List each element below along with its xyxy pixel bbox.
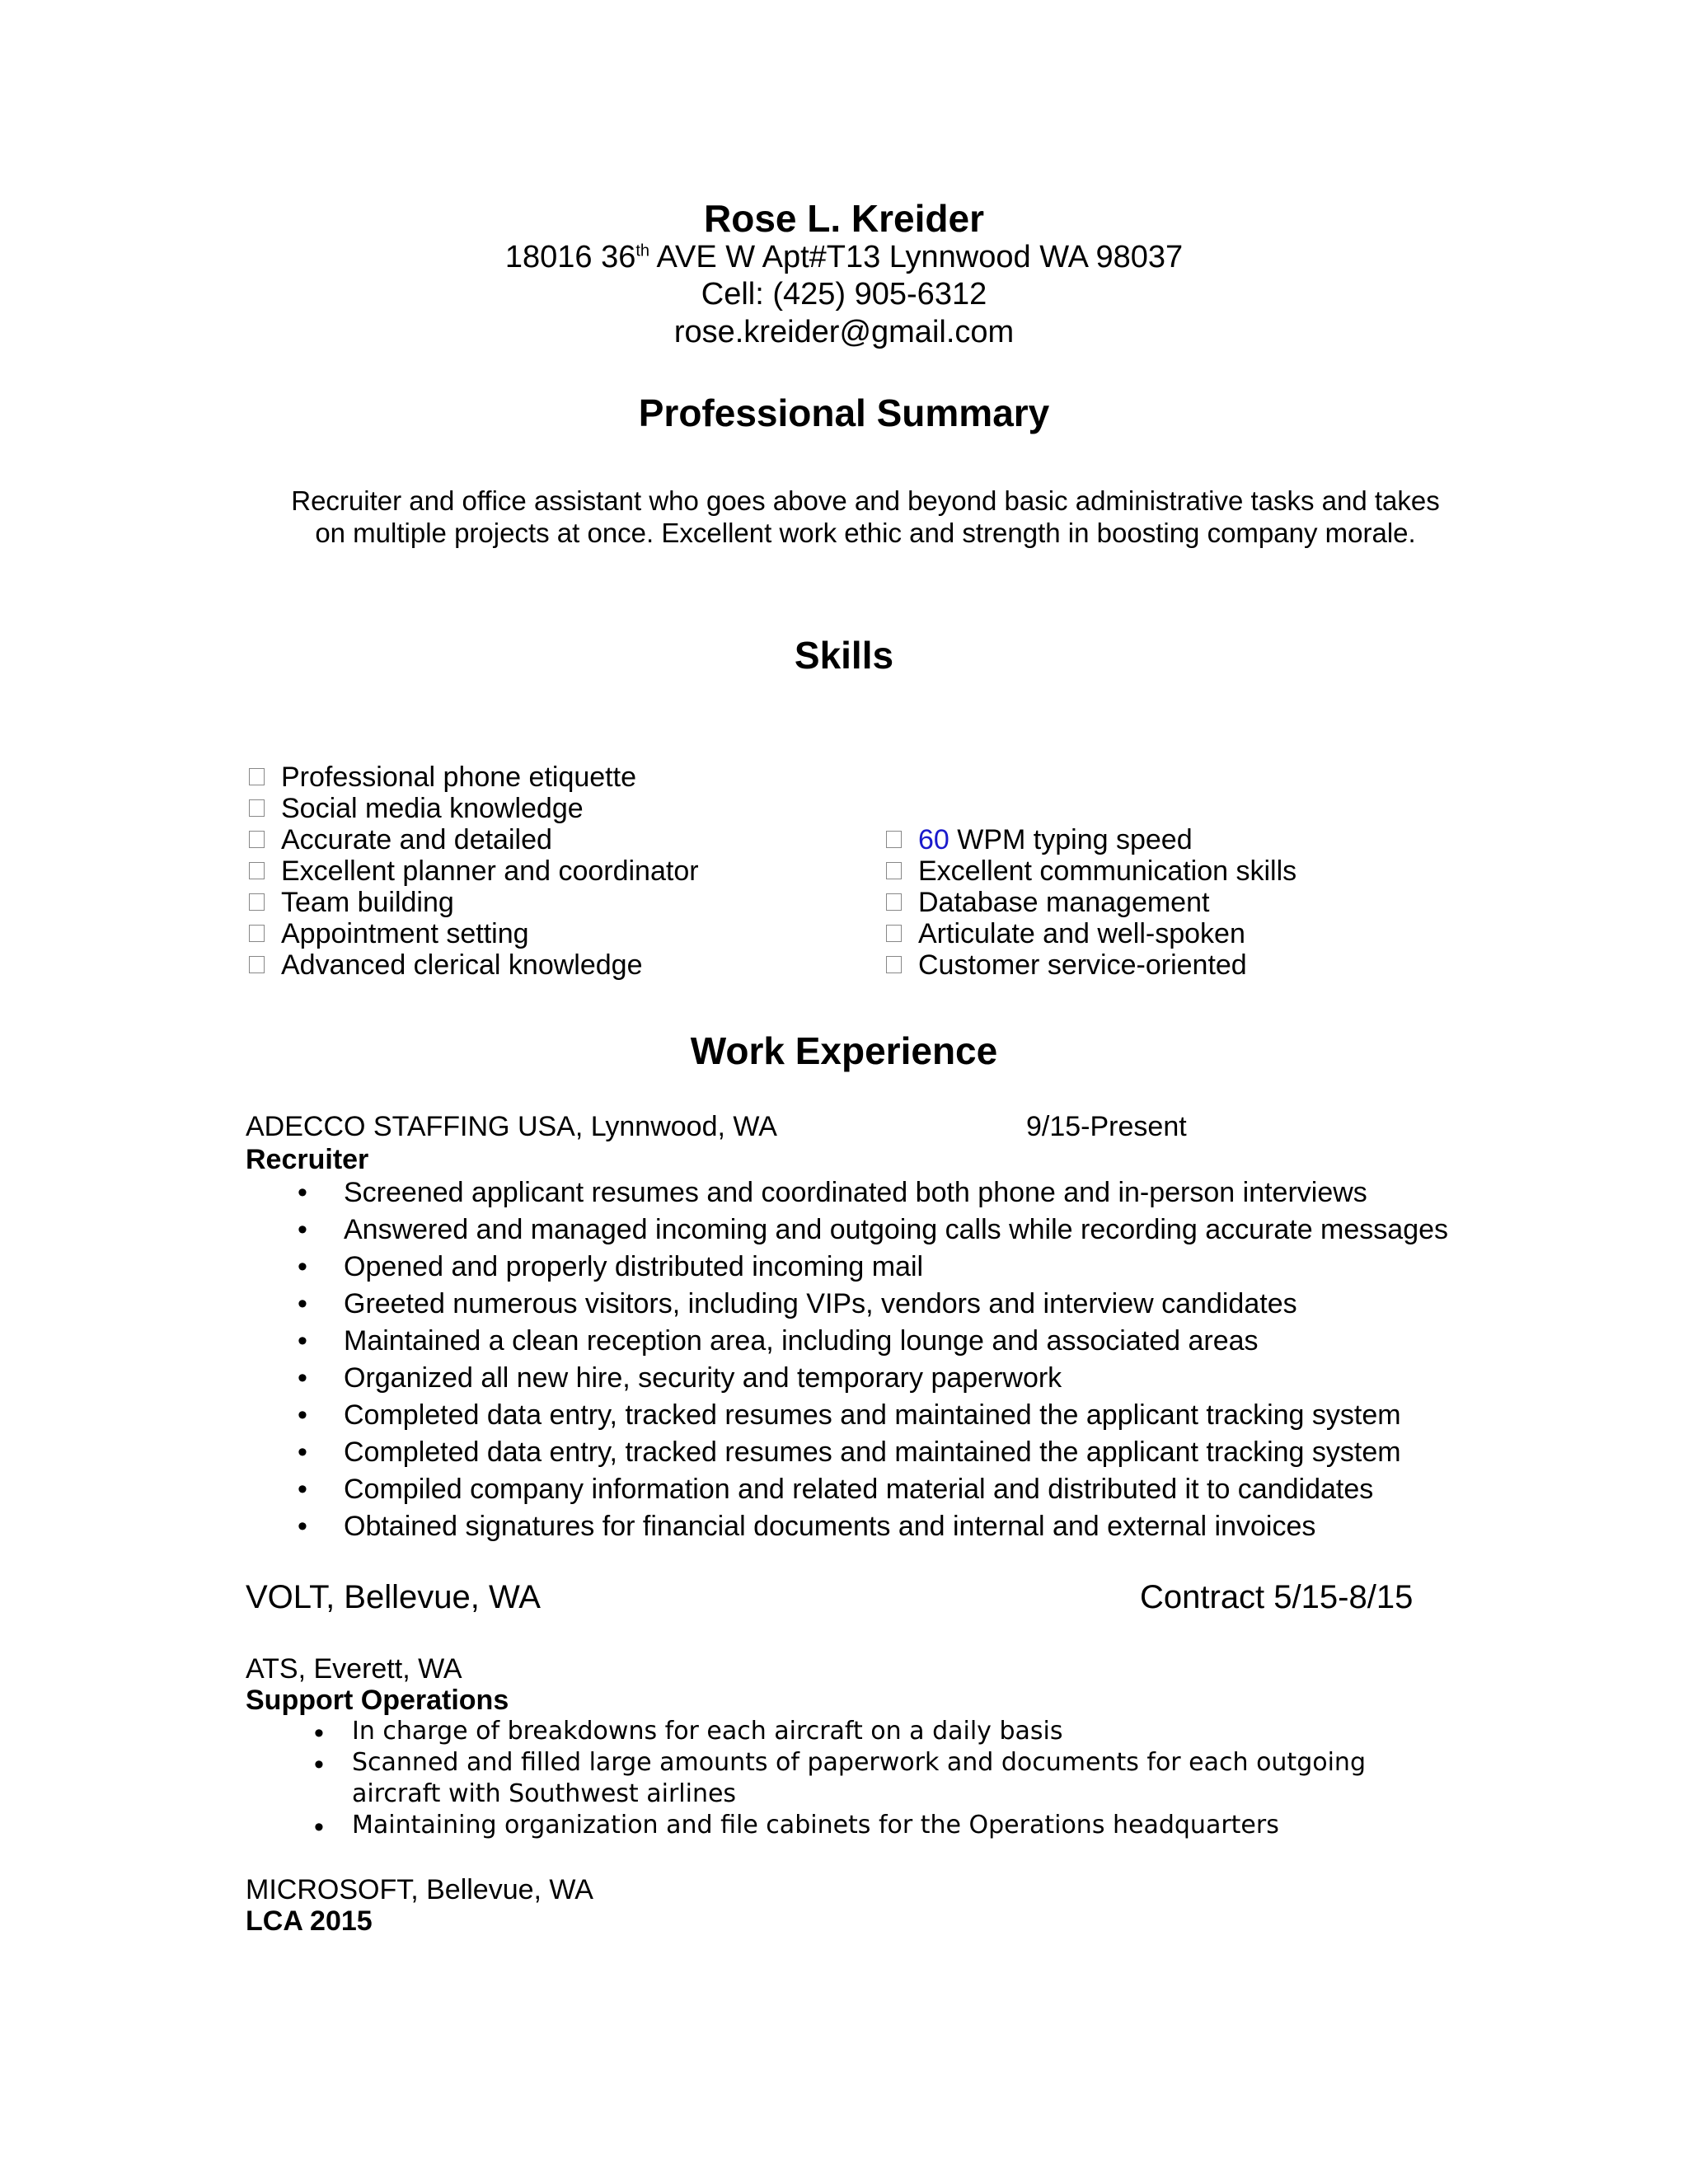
skill-item: Professional phone etiquette bbox=[249, 763, 636, 791]
bullet-icon: • bbox=[298, 1214, 307, 1245]
bullet-icon: • bbox=[298, 1251, 307, 1282]
list-item: • Maintaining organization and file cabinets for the Operations headquarters bbox=[314, 1811, 1279, 1843]
checkbox-icon bbox=[886, 956, 902, 973]
list-item: • In charge of breakdowns for each aircraft on a daily basis bbox=[314, 1717, 1063, 1749]
summary-title: Professional Summary bbox=[638, 391, 1050, 434]
checkbox-icon bbox=[249, 956, 265, 973]
checkbox-icon bbox=[249, 925, 265, 942]
list-item: • Organized all new hire, security and temporary paperwork bbox=[298, 1362, 1062, 1394]
list-item: • Answered and managed incoming and outgoing calls while recording accurate messages bbox=[298, 1214, 1449, 1245]
checkbox-icon bbox=[249, 831, 265, 848]
bullet-icon: • bbox=[298, 1177, 307, 1208]
bullet-icon: • bbox=[298, 1399, 307, 1431]
ats-company: ATS, Everett, WA bbox=[246, 1653, 462, 1685]
list-item: • Screened applicant resumes and coordinated both phone and in-person interviews bbox=[298, 1177, 1367, 1208]
skill-item: Social media knowledge bbox=[249, 794, 584, 823]
skill-item: 60 WPM typing speed bbox=[886, 826, 1193, 854]
bullet-icon: • bbox=[298, 1288, 307, 1319]
checkbox-icon bbox=[886, 862, 902, 879]
bullet-icon: • bbox=[314, 1811, 324, 1843]
cell-phone: Cell: (425) 905-6312 bbox=[701, 277, 987, 312]
checkbox-icon bbox=[249, 768, 265, 785]
list-item: • Completed data entry, tracked resumes and maintained the applicant tracking system bbox=[298, 1399, 1401, 1431]
skill-item: Articulate and well-spoken bbox=[886, 920, 1245, 948]
bullet-icon: • bbox=[298, 1474, 307, 1505]
candidate-name: Rose L. Kreider bbox=[704, 197, 984, 240]
checkbox-icon bbox=[886, 831, 902, 848]
address-line: 18016 36th AVE W Apt#T13 Lynnwood WA 98037 bbox=[504, 240, 1184, 274]
bullet-icon: • bbox=[298, 1325, 307, 1357]
checkbox-icon bbox=[249, 893, 265, 911]
list-item: • Maintained a clean reception area, including lounge and associated areas bbox=[298, 1325, 1259, 1357]
adecco-role: Recruiter bbox=[246, 1144, 369, 1175]
checkbox-icon bbox=[886, 925, 902, 942]
adecco-dates: 9/15-Present bbox=[1026, 1111, 1187, 1142]
microsoft-role: LCA 2015 bbox=[246, 1905, 373, 1937]
bullet-icon: • bbox=[314, 1718, 324, 1749]
ats-role: Support Operations bbox=[246, 1685, 509, 1716]
skill-item: Appointment setting bbox=[249, 920, 529, 948]
skill-item: Customer service-oriented bbox=[886, 951, 1247, 979]
work-title: Work Experience bbox=[690, 1029, 998, 1072]
volt-dates: Contract 5/15-8/15 bbox=[1140, 1579, 1414, 1615]
volt-company: VOLT, Bellevue, WA bbox=[246, 1579, 541, 1615]
skill-item: Excellent communication skills bbox=[886, 857, 1296, 885]
adecco-company: ADECCO STAFFING USA, Lynnwood, WA bbox=[246, 1111, 777, 1142]
list-item-continuation: aircraft with Southwest airlines bbox=[352, 1779, 737, 1808]
summary-text: Recruiter and office assistant who goes above and beyond basic administrative tasks and takes on multiple projects at once. Excellent work ethic and strength in boosting company morale. bbox=[291, 485, 1440, 548]
list-item: • Opened and properly distributed incoming mail bbox=[298, 1251, 924, 1282]
list-item: • Compiled company information and related material and distributed it to candidates bbox=[298, 1474, 1374, 1505]
list-item: • Completed data entry, tracked resumes and maintained the applicant tracking system bbox=[298, 1436, 1401, 1468]
bullet-icon: • bbox=[314, 1749, 324, 1780]
microsoft-company: MICROSOFT, Bellevue, WA bbox=[246, 1874, 593, 1905]
skills-title: Skills bbox=[794, 634, 894, 677]
bullet-icon: • bbox=[298, 1436, 307, 1468]
skill-item: Team building bbox=[249, 888, 454, 916]
bullet-icon: • bbox=[298, 1362, 307, 1394]
skill-item: Database management bbox=[886, 888, 1209, 916]
list-item: • Greeted numerous visitors, including VIPs, vendors and interview candidates bbox=[298, 1288, 1297, 1319]
list-item: • Obtained signatures for financial documents and internal and external invoices bbox=[298, 1511, 1316, 1542]
skill-item: Advanced clerical knowledge bbox=[249, 951, 642, 979]
skill-item: Accurate and detailed bbox=[249, 826, 552, 854]
checkbox-icon bbox=[249, 799, 265, 817]
checkbox-icon bbox=[249, 862, 265, 879]
skill-item: Excellent planner and coordinator bbox=[249, 857, 699, 885]
bullet-icon: • bbox=[298, 1511, 307, 1542]
list-item: • Scanned and filled large amounts of paperwork and documents for each outgoing bbox=[314, 1748, 1366, 1780]
checkbox-icon bbox=[886, 893, 902, 911]
email: rose.kreider@gmail.com bbox=[673, 315, 1015, 349]
